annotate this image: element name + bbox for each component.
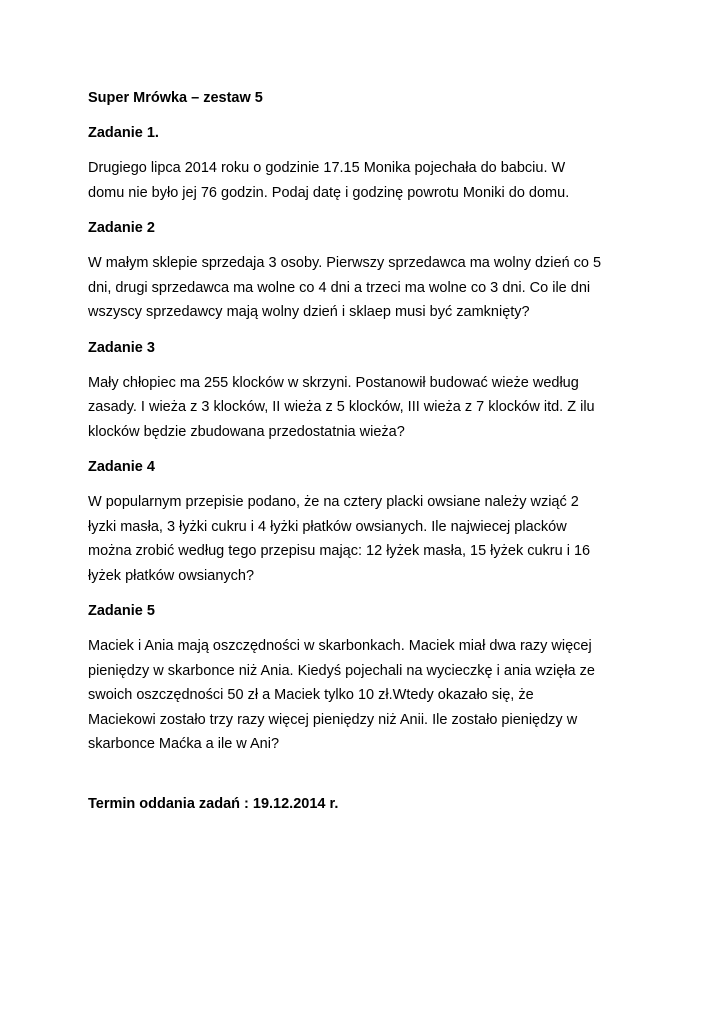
task-5-heading: Zadanie 5 xyxy=(88,603,155,619)
document-title: Super Mrówka – zestaw 5 xyxy=(88,90,263,106)
task-5-text xyxy=(88,634,678,757)
task-5-line: swoich oszczędności 50 zł a Maciek tylko 10 zł.Wtedy okazało się, że xyxy=(88,687,534,703)
task-3-line: Mały chłopiec ma 255 klocków w skrzyni. Postanowił budować wieże według xyxy=(88,374,579,391)
task-4-line: łyzki masła, 3 łyżki cukru i 4 łyżki płatków owsianych. Ile najwiecej placków xyxy=(88,518,567,535)
task-3-line: klocków będzie zbudowana przedostatnia wieża? xyxy=(88,423,405,440)
task-3-line: zasady. I wieża z 3 klocków, II wieża z 5 klocków, III wieża z 7 klocków itd. Z ilu xyxy=(88,399,595,415)
task-4-heading: Zadanie 4 xyxy=(88,459,155,475)
task-2-line: W małym sklepie sprzedaja 3 osoby. Pierwszy sprzedawca ma wolny dzień co 5 xyxy=(88,255,602,271)
task-5-line: skarbonce Maćka a ile w Ani? xyxy=(88,736,280,752)
task-4-line: łyżek płatków owsianych? xyxy=(88,567,255,584)
task-2-heading: Zadanie 2 xyxy=(88,220,155,236)
task-1-line: Drugiego lipca 2014 roku o godzinie 17.15 Monika pojechała do babciu. W xyxy=(88,160,566,176)
task-1-line: domu nie było jej 76 godzin. Podaj datę i godzinę powrotu Moniki do domu. xyxy=(88,184,570,201)
task-1-text xyxy=(88,156,678,205)
task-5-line: Maciekowi zostało trzy razy więcej pieniędzy niż Anii. Ile zostało pieniędzy w xyxy=(88,711,578,728)
task-5-line: Maciek i Ania mają oszczędności w skarbonkach. Maciek miał dwa razy więcej xyxy=(88,638,592,654)
document-page xyxy=(88,86,678,816)
task-2-text xyxy=(88,251,678,325)
task-1-heading: Zadanie 1. xyxy=(88,125,159,141)
task-4-text xyxy=(88,490,678,588)
task-3-heading: Zadanie 3 xyxy=(88,339,155,356)
task-3-text xyxy=(88,371,678,445)
task-5-line: pieniędzy w skarbonce niż Ania. Kiedyś pojechali na wycieczkę i ania wzięła ze xyxy=(88,662,595,679)
task-2-line: wszyscy sprzedawcy mają wolny dzień i sklaep musi być zamknięty? xyxy=(88,304,530,320)
task-4-line: W popularnym przepisie podano, że na cztery placki owsiane należy wziąć 2 xyxy=(88,494,579,510)
task-2-line: dni, drugi sprzedawca ma wolne co 4 dni a trzeci ma wolne co 3 dni. Co ile dni xyxy=(88,279,591,296)
task-4-line: można zrobić według tego przepisu mając: 12 łyżek masła, 15 łyżek cukru i 16 xyxy=(88,543,591,559)
submission-deadline: Termin oddania zadań : 19.12.2014 r. xyxy=(88,795,339,812)
